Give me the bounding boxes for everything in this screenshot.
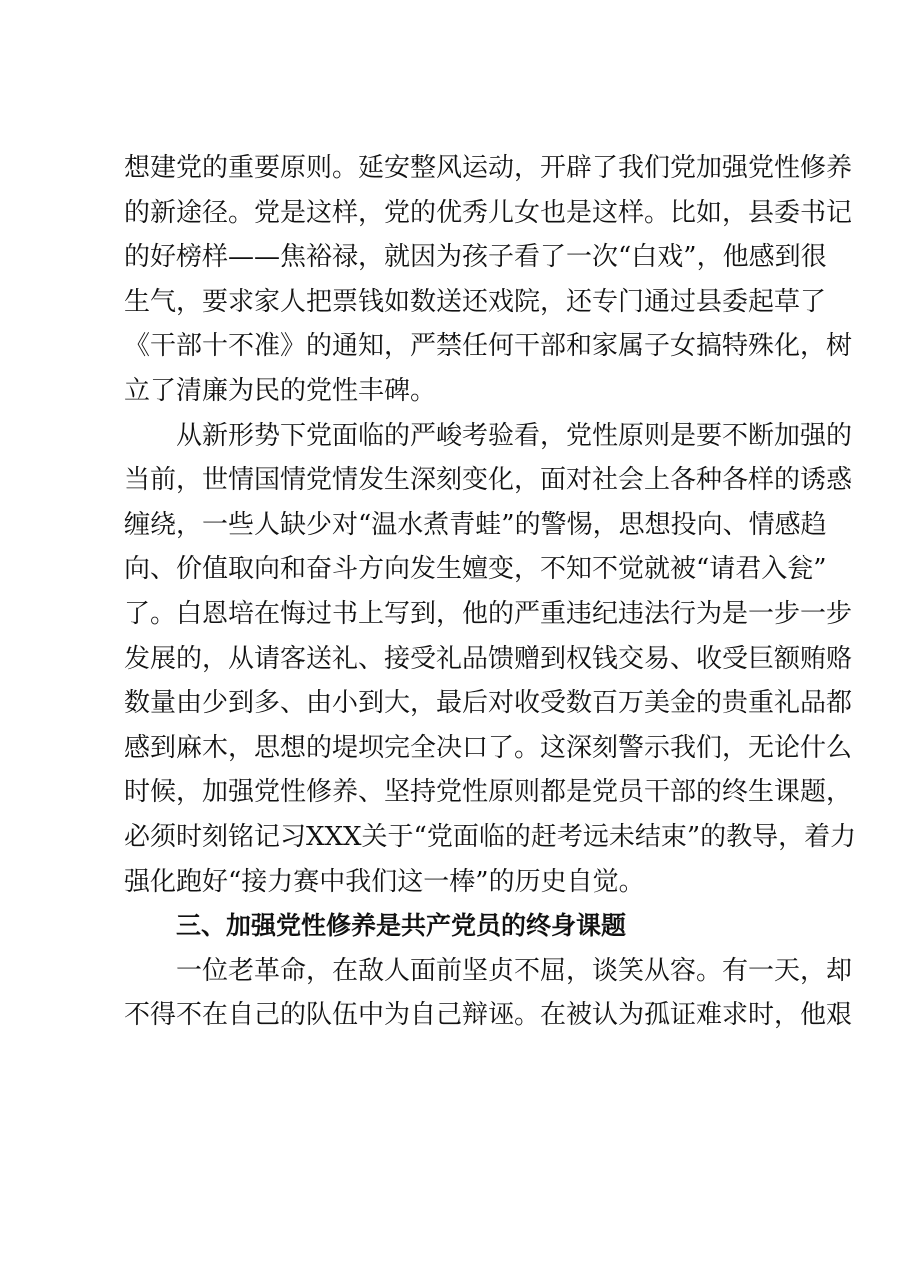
paragraph-2-line: 当前，世情国情党情发生深刻变化，面对社会上各种各样的诱惑 bbox=[124, 465, 853, 496]
paragraph-1-line: 生气，要求家人把票钱如数送还戏院，还专门通过县委起草了 bbox=[124, 286, 827, 317]
paragraph-2-line: 感到麻木，思想的堤坝完全决口了。这深刻警示我们，无论什么 bbox=[124, 732, 853, 763]
paragraph-2-line: 从新形势下党面临的严峻考验看，党性原则是要不断加强的 bbox=[124, 420, 853, 451]
paragraph-2-line: 时候，加强党性修养、坚持党性原则都是党员干部的终生课题， bbox=[124, 777, 853, 808]
paragraph-1-line: 《干部十不准》的通知，严禁任何干部和家属子女搞特殊化，树 bbox=[124, 331, 853, 362]
paragraph-2-line: 缠绕，一些人缺少对“温水煮青蛙”的警惕，思想投向、情感趋 bbox=[124, 509, 827, 540]
paragraph-2-line: 数量由少到多、由小到大，最后对收受数百万美金的贵重礼品都 bbox=[124, 688, 853, 719]
paragraph-3-line: 一位老革命，在敌人面前坚贞不屈，谈笑从容。有一天，却 bbox=[124, 955, 853, 986]
paragraph-1-line: 的新途径。党是这样，党的优秀儿女也是这样。比如，县委书记 bbox=[124, 197, 853, 228]
paragraph-2-line: 向、价值取向和奋斗方向发生嬗变，不知不觉就被“请君入瓮” bbox=[124, 554, 827, 585]
paragraph-2-line: 了。白恩培在悔过书上写到，他的严重违纪违法行为是一步一步 bbox=[124, 598, 853, 629]
document-body bbox=[124, 146, 857, 1038]
paragraph-2 bbox=[124, 414, 857, 905]
paragraph-1-line: 想建党的重要原则。延安整风运动，开辟了我们党加强党性修养 bbox=[124, 153, 853, 183]
paragraph-1-line: 立了清廉为民的党性丰碑。 bbox=[124, 375, 437, 406]
paragraph-2-line: 强化跑好“接力赛中我们这一棒”的历史自觉。 bbox=[124, 866, 645, 897]
paragraph-1-line: 的好榜样——焦裕禄，就因为孩子看了一次“白戏”，他感到很 bbox=[124, 242, 827, 273]
paragraph-3 bbox=[124, 949, 853, 1038]
paragraph-3-line: 不得不在自己的队伍中为自己辩诬。在被认为孤证难求时，他艰 bbox=[124, 1000, 853, 1031]
section-heading: 三、加强党性修养是共产党员的终身课题 bbox=[176, 911, 627, 941]
paragraph-2-line: 发展的，从请客送礼、接受礼品馈赠到权钱交易、收受巨额贿赂 bbox=[124, 643, 853, 674]
paragraph-1 bbox=[124, 146, 853, 414]
paragraph-2-line: 必须时刻铭记习XXX关于“党面临的赶考远未结束”的教导，着力 bbox=[124, 821, 857, 852]
